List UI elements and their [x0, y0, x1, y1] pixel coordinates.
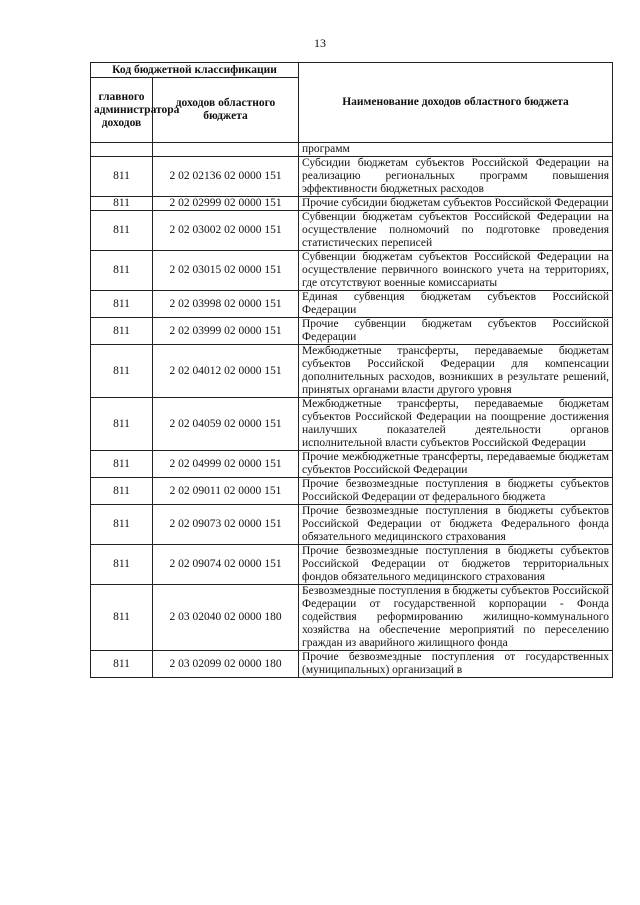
income-name-cell: Субсидии бюджетам субъектов Российской Федерации на реализацию региональных программ повышения эффективности бюджетных расходов — [299, 157, 613, 197]
budget-code-cell: 2 02 03999 02 0000 151 — [153, 318, 299, 345]
income-name-cell: Прочие безвозмездные поступления в бюджеты субъектов Российской Федерации от бюджета Федерального фонда обязательного медицинского страхования — [299, 505, 613, 545]
code-column-header: доходов областного бюджета — [153, 78, 299, 143]
admin-code-cell: 811 — [91, 545, 153, 585]
admin-code-cell: 811 — [91, 251, 153, 291]
budget-code-cell: 2 02 03998 02 0000 151 — [153, 291, 299, 318]
budget-code-cell: 2 03 02099 02 0000 180 — [153, 651, 299, 678]
income-name-cell: Субвенции бюджетам субъектов Российской Федерации на осуществление полномочий по подготовке проведения статистических переписей — [299, 211, 613, 251]
table-row — [91, 478, 613, 505]
budget-code-cell: 2 02 09074 02 0000 151 — [153, 545, 299, 585]
income-name-cell: Прочие безвозмездные поступления от государственных (муниципальных) организаций в — [299, 651, 613, 678]
name-column-header: Наименование доходов областного бюджета — [299, 63, 613, 143]
budget-code-cell: 2 02 04012 02 0000 151 — [153, 345, 299, 398]
budget-code-cell: 2 03 02040 02 0000 180 — [153, 585, 299, 651]
page-number: 13 — [314, 36, 326, 50]
income-name-cell: Межбюджетные трансферты, передаваемые бюджетам субъектов Российской Федерации для компенсации дополнительных расходов, возникших в результате решений, принятых органами власти другого уровня — [299, 345, 613, 398]
income-name-cell: Безвозмездные поступления в бюджеты субъектов Российской Федерации от государственной корпорации - Фонда содействия реформированию жилищно-коммунального хозяйства на обеспечение мероприятий по переселению граждан из аварийного жилищного фонда — [299, 585, 613, 651]
table-row — [91, 651, 613, 678]
budget-classification-table — [90, 62, 613, 678]
admin-code-cell: 811 — [91, 318, 153, 345]
table-row — [91, 157, 613, 197]
table-row — [91, 318, 613, 345]
table-row — [91, 197, 613, 211]
table-row — [91, 451, 613, 478]
classification-group-header: Код бюджетной классификации — [91, 63, 299, 78]
table-row — [91, 505, 613, 545]
budget-code-cell: 2 02 03015 02 0000 151 — [153, 251, 299, 291]
income-name-cell: Субвенции бюджетам субъектов Российской Федерации на осуществление первичного воинского учета на территориях, где отсутствуют военные комиссариаты — [299, 251, 613, 291]
admin-code-cell: 811 — [91, 478, 153, 505]
admin-code-cell: 811 — [91, 345, 153, 398]
budget-code-cell: 2 02 09073 02 0000 151 — [153, 505, 299, 545]
income-name-cell: Прочие безвозмездные поступления в бюджеты субъектов Российской Федерации от федерального бюджета — [299, 478, 613, 505]
admin-code-cell: 811 — [91, 197, 153, 211]
budget-code-cell: 2 02 04059 02 0000 151 — [153, 398, 299, 451]
income-name-cell: Прочие субвенции бюджетам субъектов Российской Федерации — [299, 318, 613, 345]
continuation-text: программ — [299, 143, 613, 157]
income-name-cell: Прочие межбюджетные трансферты, передаваемые бюджетам субъектов Российской Федерации — [299, 451, 613, 478]
income-name-cell: Единая субвенция бюджетам субъектов Российской Федерации — [299, 291, 613, 318]
admin-code-cell: 811 — [91, 505, 153, 545]
admin-code-cell: 811 — [91, 585, 153, 651]
table-row — [91, 398, 613, 451]
income-name-cell: Межбюджетные трансферты, передаваемые бюджетам субъектов Российской Федерации на поощрение достижения наилучших показателей деятельности органов исполнительной власти субъектов Российской Федерации — [299, 398, 613, 451]
budget-code-cell: 2 02 02999 02 0000 151 — [153, 197, 299, 211]
admin-code-cell: 811 — [91, 211, 153, 251]
table-row — [91, 251, 613, 291]
budget-code-cell: 2 02 09011 02 0000 151 — [153, 478, 299, 505]
continuation-row — [91, 143, 613, 157]
budget-code-cell: 2 02 04999 02 0000 151 — [153, 451, 299, 478]
admin-code-cell: 811 — [91, 651, 153, 678]
income-name-cell: Прочие безвозмездные поступления в бюджеты субъектов Российской Федерации от бюджетов территориальных фондов обязательного медицинского страхования — [299, 545, 613, 585]
table-row — [91, 585, 613, 651]
table-row — [91, 345, 613, 398]
admin-code-cell: 811 — [91, 398, 153, 451]
table-row — [91, 291, 613, 318]
admin-code-cell: 811 — [91, 451, 153, 478]
income-name-cell: Прочие субсидии бюджетам субъектов Российской Федерации — [299, 197, 613, 211]
table-row — [91, 211, 613, 251]
budget-code-cell: 2 02 03002 02 0000 151 — [153, 211, 299, 251]
budget-code-cell: 2 02 02136 02 0000 151 — [153, 157, 299, 197]
admin-code-cell: 811 — [91, 291, 153, 318]
admin-code-cell: 811 — [91, 157, 153, 197]
table-row — [91, 545, 613, 585]
admin-column-header: главного администратора доходов — [91, 78, 153, 143]
